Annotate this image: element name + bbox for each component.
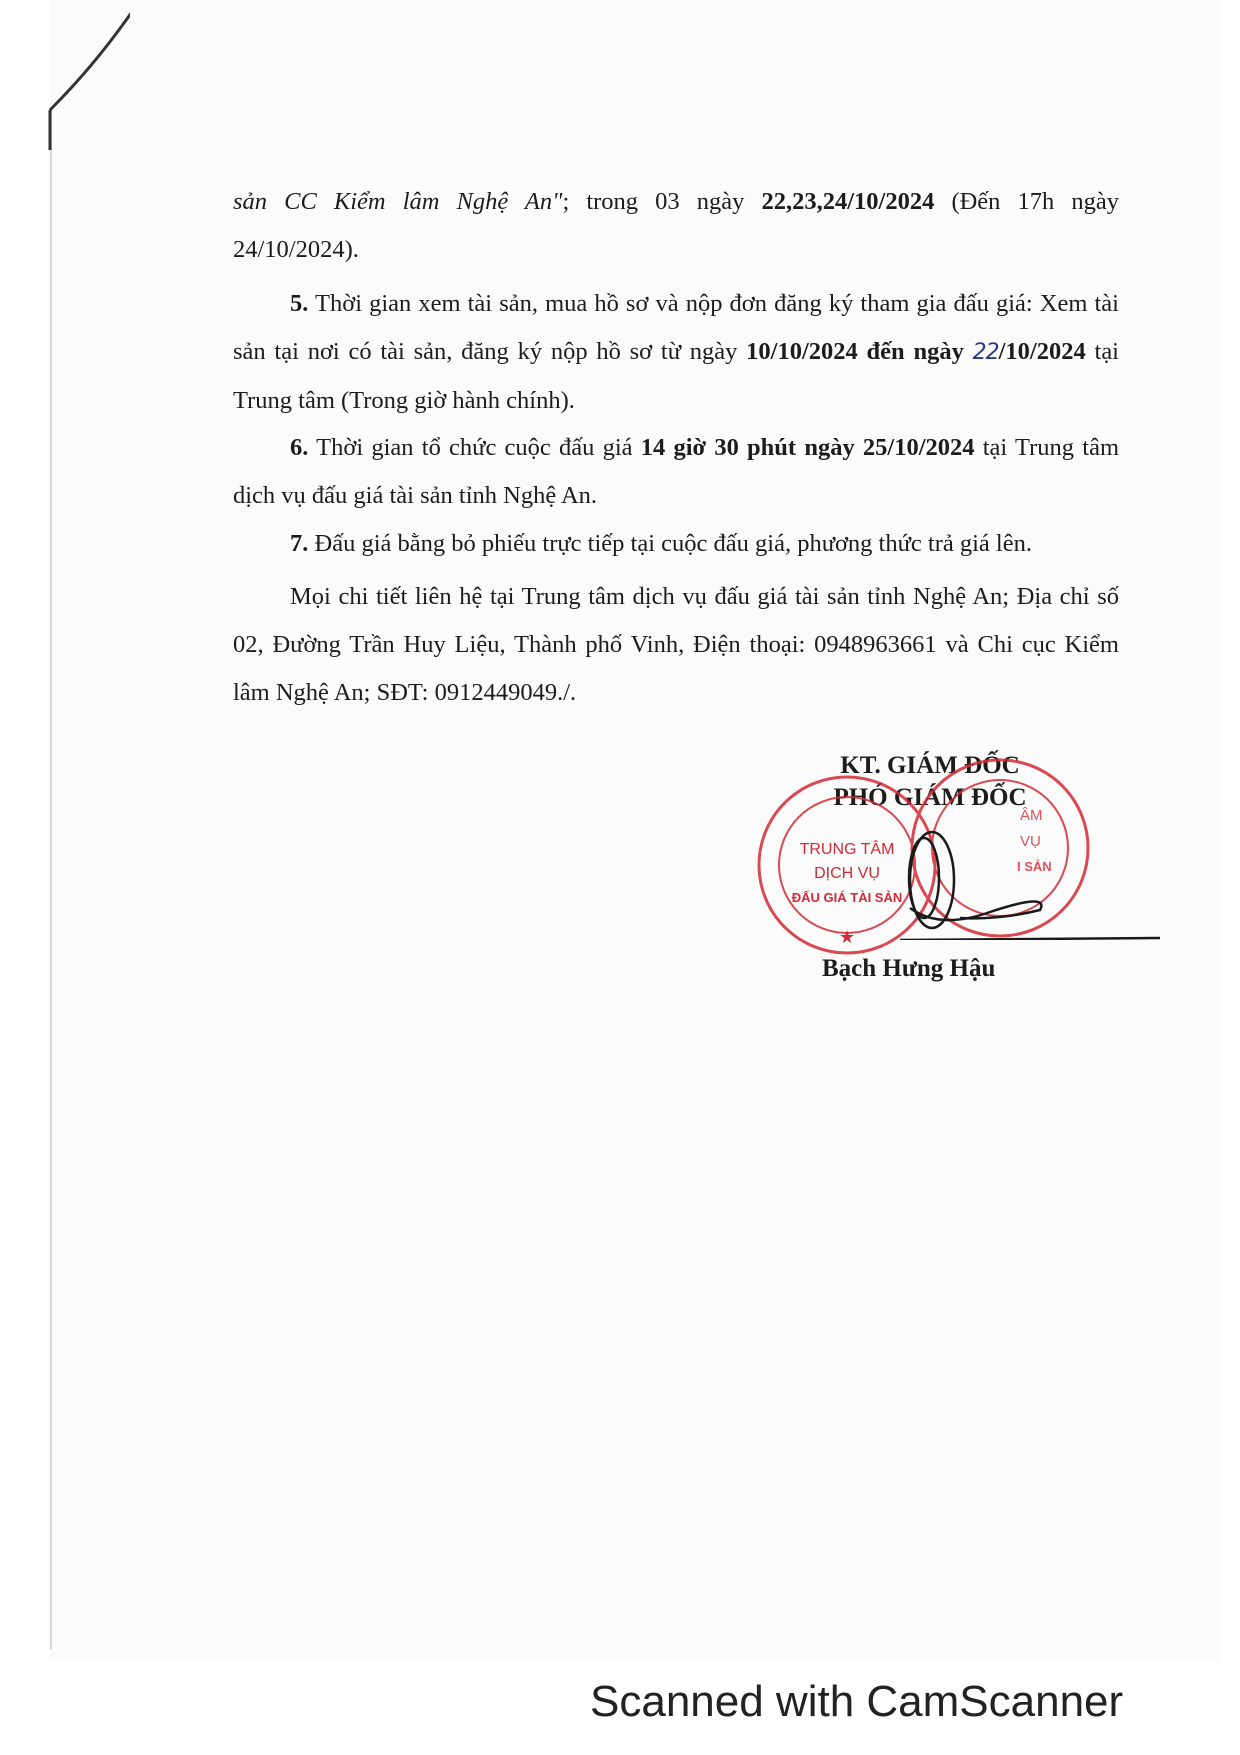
stamp-line3: ĐẤU GIÁ TÀI SẢN	[791, 890, 903, 905]
signer-name: Bạch Hưng Hậu	[822, 955, 996, 982]
para1-text-a: ; trong 03 ngày	[562, 188, 762, 215]
svg-text:ÂM: ÂM	[1020, 807, 1043, 824]
para1-text-b: (Đến 17h ngày 24/10/2024).	[233, 188, 1119, 263]
signature-title-line2: PHÓ GIÁM ĐỐC	[833, 784, 1027, 811]
para5-number: 5.	[290, 290, 309, 317]
stamp-star-icon: ★	[838, 927, 856, 947]
paragraph-4-continuation	[233, 178, 1119, 274]
paragraph-7	[233, 520, 1119, 568]
para5-bold-a: 10/10/2024 đến ngày	[746, 338, 964, 365]
para6-bold-a: 14 giờ 30 phút ngày 25/10/2024	[640, 434, 975, 461]
para7-number: 7.	[290, 530, 309, 557]
para6-text-a: Thời gian tổ chức cuộc đấu giá	[308, 434, 641, 461]
signature-title-line1: KT. GIÁM ĐỐC	[840, 752, 1020, 779]
stamp-line1: TRUNG TÂM	[799, 841, 895, 858]
para1-dates: 22,23,24/10/2024	[761, 188, 935, 215]
handwritten-signature	[880, 820, 1160, 940]
page-edge-shadow	[50, 110, 52, 1650]
para5-text-b: tại Trung tâm (Trong giờ hành chính).	[233, 338, 1119, 414]
para6-text-b: tại Trung tâm dịch vụ đấu giá tài sản tỉnh Nghệ An.	[233, 434, 1119, 509]
paragraph-contact	[233, 573, 1119, 717]
para6-number: 6.	[290, 434, 309, 461]
stamp-line2: DỊCH VỤ	[814, 865, 880, 882]
camscanner-watermark: Scanned with CamScanner	[590, 1677, 1124, 1726]
contact-text: Mọi chi tiết liên hệ tại Trung tâm dịch vụ đấu giá tài sản tỉnh Nghệ An; Địa chỉ số 02, Đường Trần Huy Liệu, Thành phố Vinh, Điện thoại: 0948963661 và Chi cục Kiểm lâm Nghệ An; SĐT: 0912449049./.	[233, 583, 1119, 706]
svg-text:VỤ: VỤ	[1020, 833, 1041, 850]
handwritten-day: 22	[972, 340, 999, 365]
folded-corner-mark	[0, 0, 130, 150]
paragraph-6	[233, 424, 1119, 520]
paragraph-5	[233, 280, 1119, 425]
para5-bold-b: /10/2024	[998, 338, 1086, 365]
para5-text-a: Thời gian xem tài sản, mua hồ sơ và nộp đơn đăng ký tham gia đấu giá: Xem tài sản tại nơi có tài sản, đăng ký nộp hồ sơ từ ngày	[233, 290, 1119, 365]
para7-text: Đấu giá bằng bỏ phiếu trực tiếp tại cuộc đấu giá, phương thức trả giá lên.	[308, 530, 1032, 557]
svg-text:I SẢN: I SẢN	[1017, 859, 1052, 874]
property-owner-italic: sản CC Kiểm lâm Nghệ An"	[233, 188, 563, 215]
